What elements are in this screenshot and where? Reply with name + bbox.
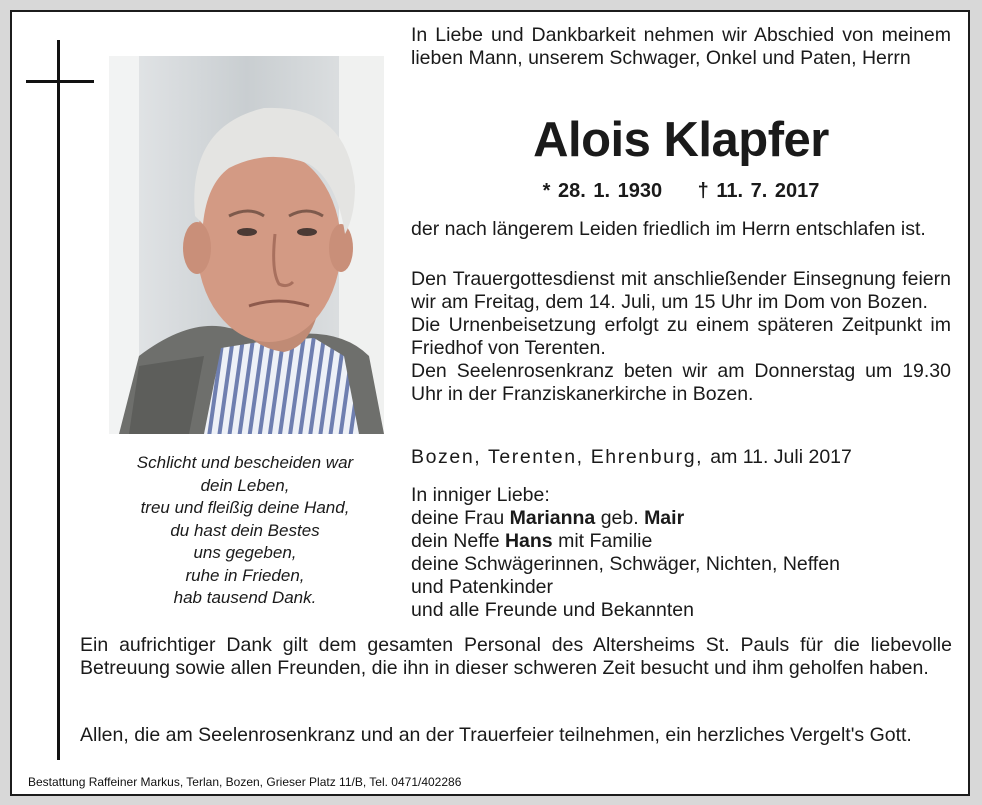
cross-icon bbox=[57, 40, 60, 760]
family-wife bbox=[411, 507, 951, 530]
verse-line: dein Leben, bbox=[200, 475, 290, 495]
place-date bbox=[411, 446, 951, 469]
verse-line: hab tausend Dank. bbox=[173, 588, 317, 607]
family-inlaws: deine Schwägerinnen, Schwäger, Nichten, Neffen bbox=[411, 553, 840, 575]
life-dates bbox=[411, 180, 951, 203]
service-text: Den Trauergottesdienst mit anschließender Einsegnung feiern wir am Freitag, dem 14. Juli, um 15 Uhr im Dom von Bozen. bbox=[411, 268, 951, 313]
passing-text: der nach längerem Leiden friedlich im Herrn entschlafen ist. bbox=[411, 218, 926, 240]
urn-text: Die Urnenbeisetzung erfolgt zu einem späteren Zeitpunkt im Friedhof von Terenten. bbox=[411, 314, 951, 359]
thanks-text: Ein aufrichtiger Dank gilt dem gesamten Personal des Altersheims St. Pauls für die liebevolle Betreuung sowie allen Freunden, die ihn in dieser schweren Zeit besucht und ihm geholfen haben. bbox=[80, 634, 952, 679]
verse-line: Schlicht und bescheiden war bbox=[136, 453, 354, 472]
wife-maiden-name: Mair bbox=[644, 507, 685, 529]
family-list bbox=[411, 484, 951, 622]
closing-text: Allen, die am Seelenrosenkranz und an der Trauerfeier teilnehmen, ein herzliches Vergelt's Gott. bbox=[80, 724, 912, 746]
wife-name: Marianna bbox=[509, 507, 596, 529]
place-names: Bozen, Terenten, Ehrenburg, bbox=[411, 446, 704, 468]
funeral-details bbox=[411, 268, 951, 406]
nephew-prefix: dein Neffe bbox=[411, 530, 500, 552]
verse-line: uns gegeben, bbox=[193, 543, 297, 562]
wife-prefix: deine Frau bbox=[411, 507, 505, 529]
intro-text: In Liebe und Dankbarkeit nehmen wir Abschied von meinem lieben Mann, unserem Schwager, Onkel und Paten, Herrn bbox=[411, 24, 951, 69]
funeral-home-footer: Bestattung Raffeiner Markus, Terlan, Bozen, Grieser Platz 11/B, Tel. 0471/402286 bbox=[28, 775, 462, 789]
verse-line: du hast dein Bestes bbox=[170, 520, 320, 540]
cross-icon-bar bbox=[26, 80, 94, 83]
wife-nee: geb. bbox=[600, 507, 639, 529]
family-heading: In inniger Liebe: bbox=[411, 484, 550, 506]
family-nephew bbox=[411, 530, 951, 553]
portrait-photo bbox=[109, 56, 384, 434]
birth-date: * 28. 1. 1930 bbox=[542, 180, 663, 202]
family-friends: und alle Freunde und Bekannten bbox=[411, 599, 694, 621]
portrait-image bbox=[109, 56, 384, 434]
signing-date: am 11. Juli 2017 bbox=[710, 446, 852, 468]
verse-line: ruhe in Frieden, bbox=[185, 565, 305, 585]
death-date: † 11. 7. 2017 bbox=[697, 180, 820, 202]
memorial-verse bbox=[110, 452, 380, 610]
nephew-name: Hans bbox=[504, 530, 553, 552]
verse-line: treu und fleißig deine Hand, bbox=[140, 498, 350, 517]
nephew-suffix: mit Familie bbox=[558, 530, 653, 552]
family-godchildren: und Patenkinder bbox=[411, 576, 554, 598]
rosary-text: Den Seelenrosenkranz beten wir am Donnerstag um 19.30 Uhr in der Franziskanerkirche in Bozen. bbox=[411, 360, 951, 405]
deceased-name: Alois Klapfer bbox=[533, 113, 829, 167]
